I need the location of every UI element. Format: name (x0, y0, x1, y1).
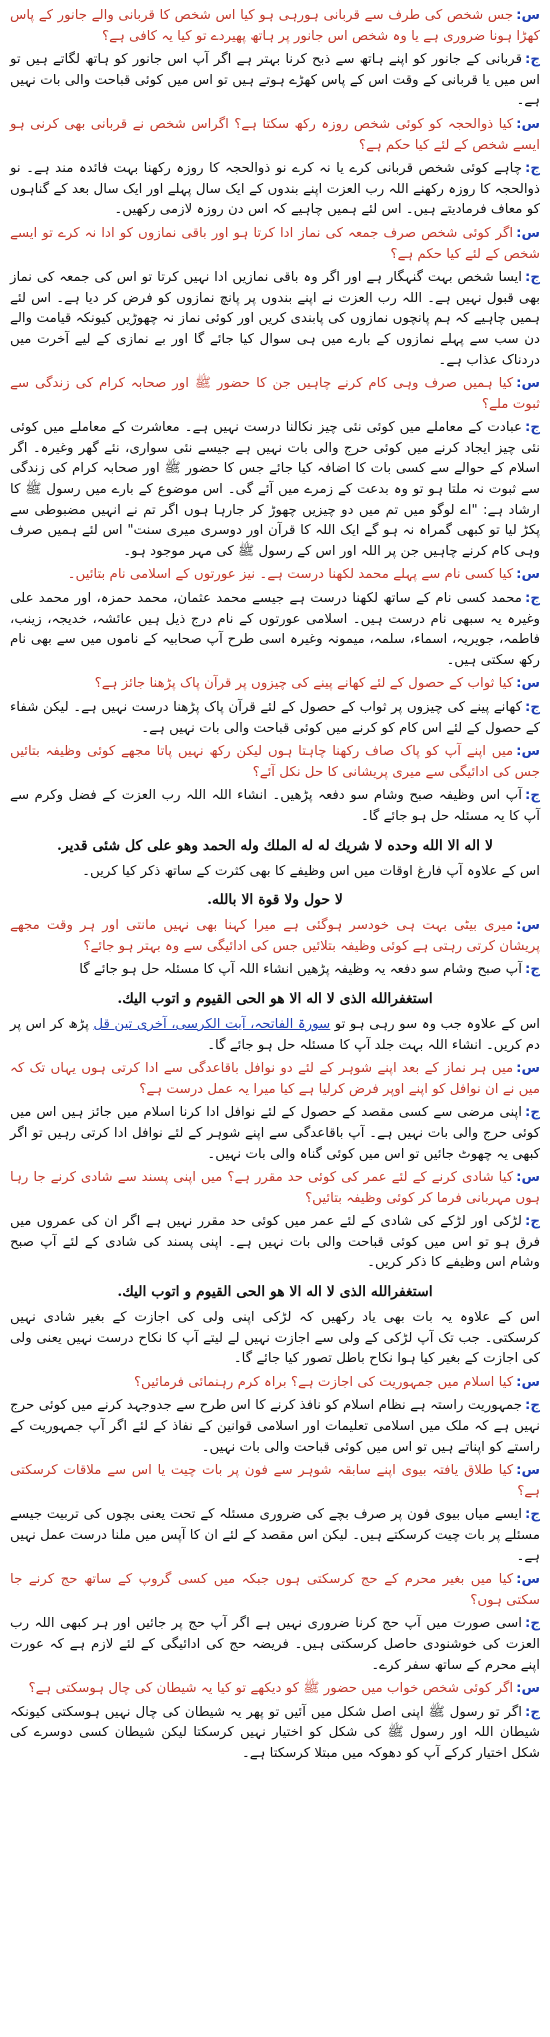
arabic-text: لا حول ولا قوة الا بالله. (207, 892, 343, 909)
answer-block (10, 1396, 540, 1458)
answer-label: ج: (524, 1616, 540, 1632)
answer-text: اگر تو رسول ﷺ اپنی اصل شکل میں آئیں تو پھر یہ شیطان کی چال نہیں ہوسکتی کیونکہ شیطان اللہ اور رسول ﷺ کی شکل کو اختیار نہیں کرسکتا لیکن شیطان کسی دوسرے کی شکل اختیار کرکے آپ کو دھوکہ میں مبتلا کرسکتا ہے۔ (10, 1704, 540, 1761)
note-paragraph (10, 862, 540, 883)
answer-text: اسی صورت میں آپ حج کرنا ضروری نہیں ہے اگر آپ حج پر جائیں اور ہر کبھی اللہ رب العزت کی خوشنودی حاصل کرسکتی ہیں۔ فریضہ حج کی ادائیگی کے لئے لازم ہے کہ عورت اپنے محرم کے ساتھ سفر کرے۔ (10, 1616, 540, 1673)
arabic-dua-line (10, 987, 540, 1011)
answer-text: آپ صبح وشام سو دفعہ یہ وظیفہ پڑھیں انشاء اللہ آپ کا مسئلہ حل ہو جائے گا (79, 962, 522, 978)
answer-label: ج: (524, 1704, 540, 1720)
arabic-dua-line (10, 834, 540, 858)
question-block (10, 1679, 540, 1700)
answer-block (10, 418, 540, 562)
question-block (10, 374, 540, 415)
answer-block (10, 1103, 540, 1165)
paragraph-text: اس کے علاوہ جب وہ سو رہی ہو تو سورۃ الفاتحہ، آیت الکرسی، آخری تین قل پڑھ کر اس پر دم کریں۔ انشاء اللہ بہت جلد آپ کا مسئلہ حل ہو جائے گا۔ (10, 1016, 541, 1053)
answer-block (10, 159, 540, 221)
answer-text: کھانے پینے کی چیزوں پر ثواب کے حصول کے لئے قرآن پاک پڑھنا درست نہیں ہے۔ لیکن شفاء کے حصول کے لئے اس کام کو کرنے میں کوئی قباحت والی بات نہیں ہے۔ (10, 700, 540, 736)
answer-text: قربانی کے جانور کو اپنے ہاتھ سے ذبح کرنا بہتر ہے اگر آپ اس جانور کو ہاتھ لگاتے ہیں تو اس میں یا قربانی کے وقت اس کے پاس کھڑے ہوتے ہیں تو اس میں کوئی قباحت والی بات نہیں ہے۔ (10, 52, 540, 109)
question-text: کیا شادی کرنے کے لئے عمر کی کوئی حد مقرر ہے؟ میں اپنی پسند سے شادی کرنے جا رہا ہوں مہربانی فرما کر کوئی وظیفہ بتائیں؟ (10, 1170, 540, 1206)
question-label: س: (516, 225, 540, 241)
answer-block (10, 1703, 540, 1765)
question-label: س: (516, 376, 540, 392)
answer-label: ج: (524, 1507, 540, 1523)
question-label: س: (516, 1170, 540, 1186)
question-label: س: (516, 8, 540, 23)
answer-text: محمد کسی نام کے ساتھ لکھنا درست ہے جیسے محمد عثمان، محمد حمزہ، اور محمد علی وغیرہ یہ سبھی نام درست ہیں۔ اسلامی عورتوں کے نام درج ذیل ہیں عائشہ، خدیجہ، زینب، فاطمہ، جویریہ، اسماء، سلمہ، میمونہ وغیرہ اسی طرح آپ صحابیہ کے ناموں میں سے بھی نام رکھ سکتی ہیں۔ (10, 591, 540, 668)
question-block (10, 1373, 540, 1394)
question-text: کیا ہمیں صرف وہی کام کرنے چاہیں جن کا حضور ﷺ اور صحابہ کرام کی زندگی سے ثبوت ملے؟ (10, 376, 540, 412)
answer-text: لڑکی اور لڑکے کی شادی کے لئے عمر میں کوئی حد مقرر نہیں ہے اگر ان کی عمروں میں فرق ہو تو اس میں کوئی قباحت والی بات نہیں ہے۔ اپنی پسند کی شادی کے لئے آپ صبح وشام اس وظیفے کا ذکر کریں۔ (10, 1214, 540, 1271)
answer-text: چاہے کوئی شخص قربانی کرے یا نہ کرے نو ذوالحجہ کا روزہ رکھنا بہت فائدہ مند ہے۔ نو ذوالحجہ کا روزہ رکھنے اللہ رب العزت اپنے بندوں کے ایک سال پہلے اور ایک سال بعد کے گناہوں کو معاف فرمادیتے ہیں۔ اس لئے ہمیں چاہیے کہ اس دن روزہ لازمی رکھیں۔ (10, 161, 540, 218)
question-block (10, 1570, 540, 1611)
highlighted-surahs: سورۃ الفاتحہ، آیت الکرسی، آخری تین قل (93, 1016, 331, 1032)
arabic-text: استغفرالله الذی لا اله الا هو الحی القيوم و اتوب اليك. (117, 1284, 433, 1301)
question-text: کیا اسلام میں جمہوریت کی اجازت ہے؟ براہ کرم رہنمائی فرمائیں؟ (133, 1374, 514, 1390)
answer-block (10, 268, 540, 371)
answer-label: ج: (524, 161, 540, 177)
question-text: میں اپنے آپ کو پاک صاف رکھنا چاہتا ہوں لیکن رکھ نہیں پاتا مجھے کوئی وظیفہ بتائیں جس کی ادائیگی سے میری پریشانی کا حل نکل آئے؟ (10, 744, 540, 780)
arabic-text: استغفرالله الذی لا اله الا هو الحی القيوم و اتوب اليك. (117, 990, 433, 1007)
arabic-dua-line (10, 888, 540, 912)
answer-text: عبادت کے معاملے میں کوئی نئی چیز نکالنا درست نہیں ہے۔ معاشرت کے معاملے میں کوئی نئی چیز ایجاد کرنے میں کوئی حرج والی بات نہیں ہے جیسے نئی سواری، نئے گھر وغیرہ۔ اگر اسلام کے حوالے سے کسی بات کا اضافہ کیا جائے جس کا حضور ﷺ اور صحابہ کرام کی زندگی سے ثبوت نہ ملتا ہو تو وہ بدعت کے زمرے میں آئے گی۔ اس موضوع کے بارے میں رسول ﷺ کا ارشاد ہے: "اے لوگو میں تم میں دو چیزیں چھوڑ کر جارہا ہوں اگر تم نے انہیں مضبوطی سے پکڑ لیا تو کبھی گمراہ نہ ہو گے ایک اللہ کا قرآن اور دوسری میری سنت" اس لئے ہمیں صرف وہی کام کرنے چاہیں جن پر اللہ اور اس کے رسول ﷺ کی مہر موجود ہو۔ (10, 420, 540, 559)
answer-block (10, 786, 540, 827)
question-text: جس شخص کی طرف سے قربانی ہورہی ہو کیا اس شخص کا قربانی والے جانور کے پاس کھڑا ہونا ضروری ہے یا وہ شخص اس جانور پر ہاتھ پھیردے تو کیا یہ کافی ہے؟ (10, 8, 540, 44)
question-block (10, 1059, 540, 1100)
answer-block (10, 960, 540, 981)
arabic-dua-line (10, 1280, 540, 1304)
question-text: کیا ذوالحجہ کو کوئی شخص روزہ رکھ سکتا ہے؟ اگراس شخص نے قربانی بھی کرنی ہو ایسے شخص کے لئے کیا حکم ہے؟ (10, 116, 540, 153)
answer-block (10, 1614, 540, 1676)
answer-block (10, 1212, 540, 1274)
answer-label: ج: (524, 1214, 540, 1230)
question-label: س: (516, 1061, 540, 1077)
question-block (10, 916, 540, 957)
question-block (10, 565, 540, 586)
answer-text: آپ اس وظیفہ صبح وشام سو دفعہ پڑھیں۔ انشاء اللہ اللہ رب العزت کے فضل وکرم سے آپ کا یہ مسئلہ حل ہو جائے گا۔ (10, 788, 540, 824)
arabic-text: لا اله الا الله وحده لا شريك له له الملك وله الحمد وهو على كل شئی قدير. (57, 837, 493, 854)
answer-label: ج: (524, 270, 540, 286)
answer-label: ج: (524, 1398, 540, 1414)
question-label: س: (516, 1681, 540, 1697)
question-text: میں ہر نماز کے بعد اپنے شوہر کے لئے دو نوافل باقاعدگی سے ادا کرتی ہوں یہاں تک کہ میں نے ان نوافل کو اپنے اوپر فرض کرلیا ہے کیا میرا یہ عمل درست ہے؟ (10, 1061, 540, 1097)
paragraph-text: اس کے علاوہ یہ بات بھی یاد رکھیں کہ لڑکی اپنی ولی کی اجازت کے بغیر شادی نہیں کرسکتی۔ جب تک آپ لڑکی کے ولی سے اجازت نہیں لے لیتے آپ کا نکاح درست نہیں یعنی ولی کی اجازت کے بغیر کیا ہوا نکاح باطل تصور کیا جائے گا۔ (10, 1310, 540, 1367)
answer-label: ج: (524, 420, 540, 436)
answer-label: ج: (524, 591, 540, 607)
question-block (10, 115, 540, 156)
answer-label: ج: (524, 1105, 540, 1121)
question-label: س: (516, 1374, 540, 1390)
question-text: کیا میں بغیر محرم کے حج کرسکتی ہوں جبکہ میں کسی گروپ کے ساتھ حج کرنے جا سکتی ہوں؟ (10, 1572, 540, 1608)
question-block (10, 1461, 540, 1502)
answer-label: ج: (524, 700, 540, 715)
question-text: کیا طلاق یافتہ بیوی اپنے سابقہ شوہر سے فون پر بات چیت یا اس سے ملاقات کرسکتی ہے؟ (10, 1463, 540, 1499)
paragraph-text: اس کے علاوہ آپ فارغ اوقات میں اس وظیفے کا بھی کثرت کے ساتھ ذکر کیا کریں۔ (82, 863, 540, 879)
answer-label: ج: (524, 962, 540, 978)
question-block (10, 742, 540, 783)
answer-text: ایسے میاں بیوی فون پر صرف بچے کی ضروری مسئلہ کے تحت یعنی بچوں کی تربیت جیسے مسئلے پر بات چیت کرسکتے ہیں۔ لیکن اس مقصد کے لئے ان کا آپس میں ملنا درست عمل نہیں ہے۔ (10, 1507, 540, 1564)
question-text: اگر کوئی شخص صرف جمعہ کی نماز ادا کرتا ہو اور باقی نمازوں کو ادا نہ کرے تو ایسے شخص کے لئے کیا حکم ہے؟ (10, 225, 540, 262)
answer-block (10, 1505, 540, 1567)
question-text: کیا کسی نام سے پہلے محمد لکھنا درست ہے۔ نیز عورتوں کے اسلامی نام بتائیں۔ (67, 567, 514, 583)
answer-text: جمہوریت راستہ ہے نظام اسلام کو نافذ کرنے کا اس طرح سے جدوجہد کرنے میں کوئی حرج نہیں ہے کہ ملک میں اسلامی تعلیمات اور اسلامی قوانین کے نفاذ کے لئے اگر آپ جمہوریت کے راستے کو اپناتے ہیں تو اس میں کوئی قباحت والی بات نہیں۔ (10, 1398, 540, 1455)
question-label: س: (516, 1463, 540, 1479)
answer-text: اپنی مرضی سے کسی مقصد کے حصول کے لئے نوافل ادا کرنا اسلام میں جائز ہیں اس میں کوئی حرج والی بات نہیں ہے۔ آپ باقاعدگی سے اپنے شوہر کے لئے نوافل ادا کرتی رہیں تو اگر کبھی یہ چھوٹ جائیں تو اس میں کوئی گناہ والی بات نہیں۔ (10, 1105, 540, 1162)
question-block (10, 224, 540, 265)
question-text: اگر کوئی شخص خواب میں حضور ﷺ کو دیکھے تو کیا یہ شیطان کی چال ہوسکتی ہے؟ (28, 1681, 514, 1697)
question-label: س: (516, 116, 540, 132)
question-block (10, 6, 540, 47)
question-block (10, 674, 540, 695)
note-paragraph (10, 1015, 540, 1056)
answer-block (10, 50, 540, 112)
question-label: س: (516, 918, 540, 934)
question-text: کیا ثواب کے حصول کے لئے کھانے پینے کی چیزوں پر قرآن پاک پڑھنا جائز ہے؟ (94, 676, 514, 692)
question-block (10, 1168, 540, 1209)
answer-block (10, 589, 540, 671)
question-label: س: (516, 676, 540, 692)
question-label: س: (516, 744, 540, 760)
answer-label: ج: (524, 788, 540, 804)
question-label: س: (516, 1572, 540, 1588)
note-paragraph (10, 1308, 540, 1370)
answer-text: ایسا شخص بہت گنہگار ہے اور اگر وہ باقی نمازیں ادا نہیں کرتا تو اس کی جمعہ کی نماز بھی قبول نہیں ہے۔ اللہ رب العزت نے اپنے بندوں پر پانچ نمازوں کو فرض کر دیا ہے۔ اس لئے ہمیں چاہیے کہ ہم پانچوں نمازوں کی پابندی کریں اور کوئی نماز نہ چھوڑیں کیونکہ قیامت والے دن سب سے پہلے نمازوں کے بارے میں ہی سوال کیا جائے گا اور بے نمازی کے لیے آخرت میں دردناک عذاب ہے۔ (10, 270, 540, 368)
question-label: س: (516, 567, 540, 583)
answer-label: ج: (524, 52, 540, 68)
question-text: میری بیٹی بہت ہی خودسر ہوگئی ہے میرا کہنا بھی نہیں مانتی اور ہر وقت مجھے پریشان کرتی رہتی ہے کوئی وظیفہ بتلائیں جس کی ادائیگی سے وہ بہتر ہو جائے؟ (10, 918, 540, 954)
answer-block (10, 698, 540, 739)
